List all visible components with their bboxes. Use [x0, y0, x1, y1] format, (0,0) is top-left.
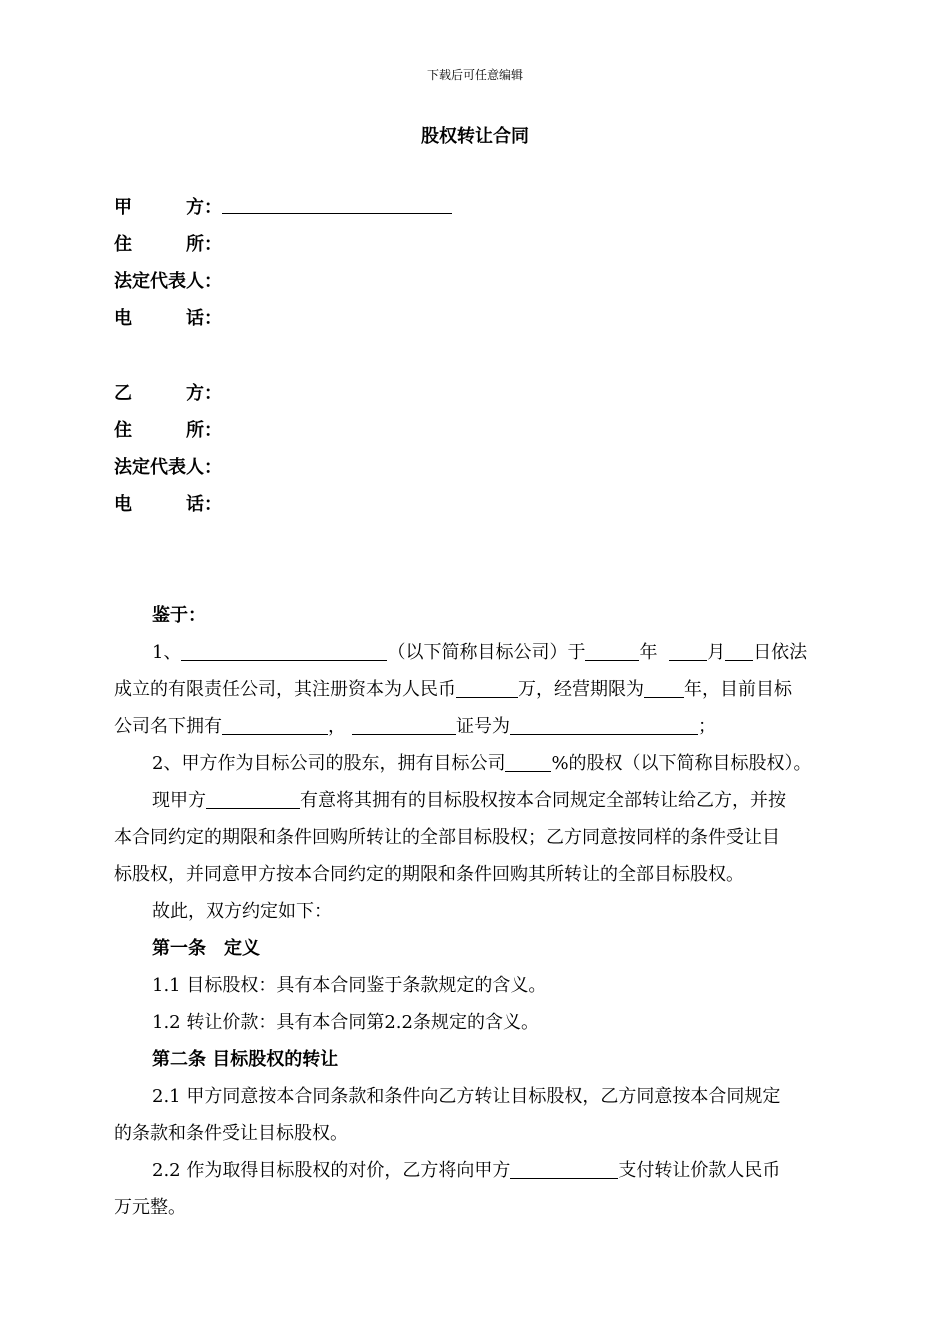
recital-3-line-1: [114, 787, 838, 824]
clause-2-1-line-2: 的条款和条件受让目标股权。: [114, 1123, 348, 1144]
recital-2-text-a: 2、甲方作为目标公司的股东，拥有目标公司: [152, 753, 506, 774]
recital-1-text-b: 成立的有限责任公司，其注册资本为人民币: [114, 679, 456, 700]
recital-3-text-a: 现甲方: [152, 790, 206, 811]
recital-1-line-3: [114, 713, 838, 750]
whereas-heading: 鉴于：: [152, 605, 206, 626]
party-a-address-label: 住 所：: [114, 234, 222, 255]
party-a-phone-label: 电 话：: [114, 308, 222, 329]
asset-type-blank: [352, 714, 456, 735]
recital-1-comma: ，: [328, 716, 346, 737]
party-a-rep-label: 法定代表人：: [114, 271, 222, 292]
party-b-rep-row: [114, 455, 222, 492]
clause-2-2-line-2: 万元整。: [114, 1197, 186, 1218]
party-a-label: 甲 方：: [114, 197, 222, 218]
capital-blank: [456, 677, 518, 698]
party-b-row: [114, 381, 222, 418]
party-a-rep-row: [114, 269, 452, 306]
recital-1-day: 日依法: [753, 642, 808, 663]
month-blank: [669, 640, 707, 661]
clause-2-2-text-a: 2.2 作为取得目标股权的对价，乙方将向甲方: [152, 1160, 511, 1181]
recital-3-text-b: 有意将其拥有的目标股权按本合同规定全部转让给乙方，并按: [300, 790, 786, 811]
party-a-name-blank: [206, 788, 300, 809]
party-b-address-label: 住 所：: [114, 420, 222, 441]
party-a-block: [114, 195, 452, 343]
term-blank: [644, 677, 684, 698]
party-b-phone-label: 电 话：: [114, 494, 222, 515]
party-b-address-row: [114, 418, 222, 455]
recital-1-text-d: 年，目前目标: [684, 679, 792, 700]
day-blank: [725, 640, 753, 661]
year-blank: [585, 640, 639, 661]
clause-1-1: 1.1 目标股权：具有本合同鉴于条款规定的含义。: [152, 975, 547, 996]
party-b-rep-label: 法定代表人：: [114, 457, 222, 478]
party-a-blank: [222, 195, 452, 214]
recital-2: [114, 750, 838, 787]
clause-2-1-line-1: 2.1 甲方同意按本合同条款和条件向乙方转让目标股权，乙方同意按本合同规定: [152, 1086, 781, 1107]
party-b-label: 乙 方：: [114, 383, 222, 404]
header-note: 下载后可任意编辑: [426, 68, 523, 82]
recital-1-line-2: [114, 676, 838, 713]
recital-3-line-3: 标股权，并同意甲方按本合同约定的期限和条件回购其所转让的全部目标股权。: [114, 864, 744, 885]
clause-1-2: 1.2 转让价款：具有本合同第2.2条规定的含义。: [152, 1012, 539, 1033]
recital-3-line-2: 本合同约定的期限和条件回购所转让的全部目标股权；乙方同意按同样的条件受让目: [114, 827, 780, 848]
party-a-address-row: [114, 232, 452, 269]
asset-blank: [222, 714, 328, 735]
recital-1-num: 1、: [152, 642, 182, 663]
recital-1-text-f: 证号为: [456, 716, 510, 737]
recital-1-year: 年: [639, 642, 664, 663]
recital-1-text-e: 公司名下拥有: [114, 716, 222, 737]
article-2-heading: 第二条 目标股权的转让: [152, 1049, 339, 1070]
company-name-blank: [181, 640, 387, 661]
agreement-intro: 故此，双方约定如下：: [152, 901, 332, 922]
recital-1-end: ；: [698, 716, 716, 737]
recital-1-line-1: [114, 639, 838, 676]
percent-blank: [505, 751, 551, 772]
certificate-no-blank: [510, 714, 698, 735]
recital-1-text-a: （以下简称目标公司）于: [387, 642, 586, 663]
party-b-phone-row: [114, 492, 222, 529]
article-1-heading: 第一条 定义: [152, 938, 260, 959]
payee-blank: [510, 1158, 618, 1179]
recital-2-text-b: %的股权（以下简称目标股权）。: [551, 753, 812, 774]
document-title: 股权转让合同: [421, 126, 529, 147]
party-b-block: [114, 381, 222, 529]
clause-2-2-text-b: 支付转让价款人民币: [618, 1160, 781, 1181]
recital-1-month: 月: [707, 642, 726, 663]
clause-2-2-line-1: [114, 1157, 838, 1194]
party-a-row: [114, 195, 452, 232]
recital-1-text-c: 万，经营期限为: [518, 679, 644, 700]
party-a-phone-row: [114, 306, 452, 343]
contract-body: [114, 602, 838, 1231]
